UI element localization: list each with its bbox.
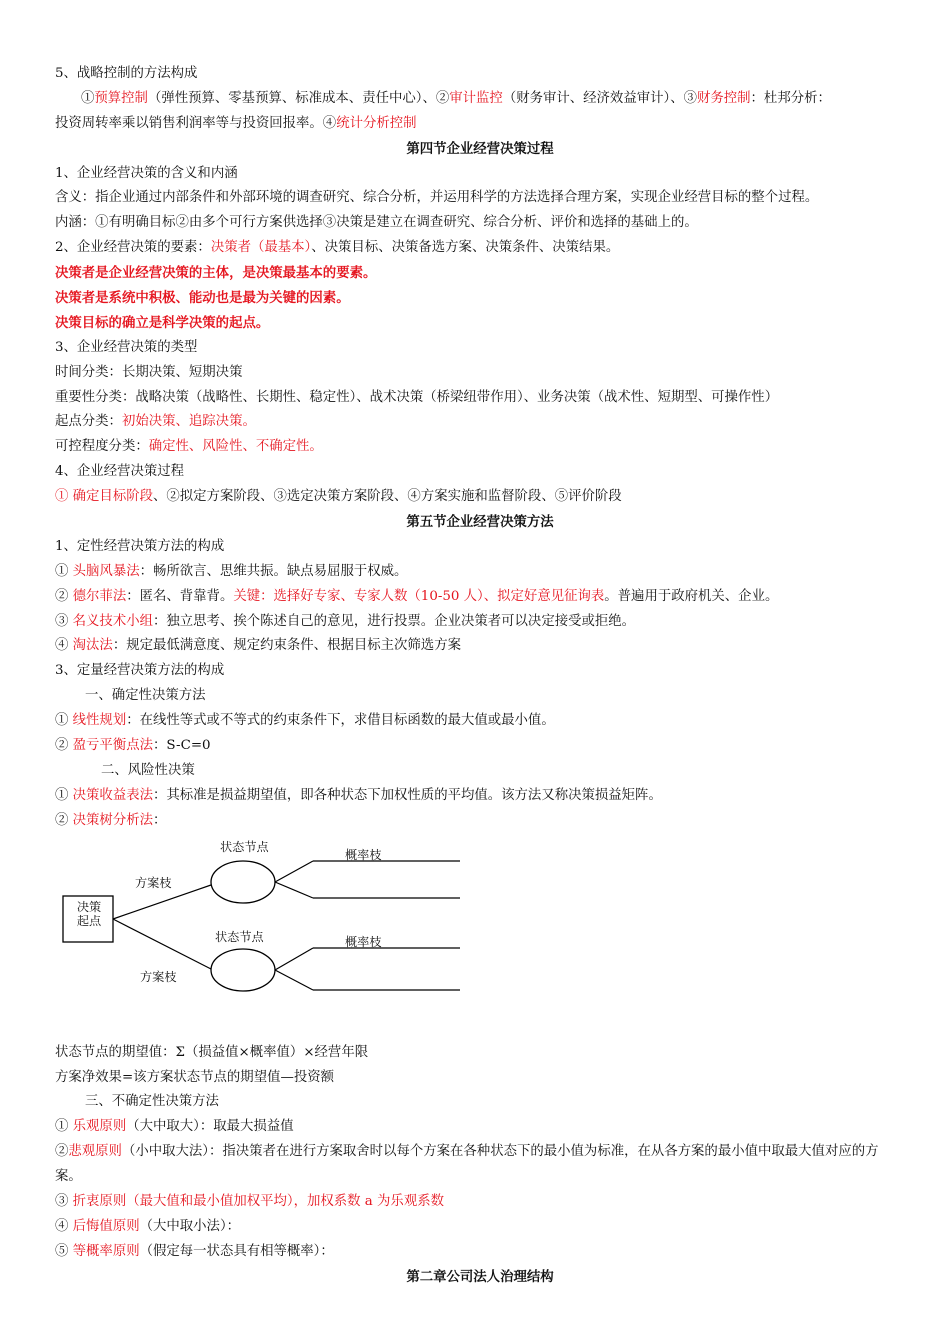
chapter-heading-2: 第二章公司法人治理结构 (406, 1268, 554, 1285)
decision-types-title: 3、企业经营决策的类型 (55, 339, 198, 355)
method-elimination: ④ 淘汰法：规定最低满意度、规定约束条件、根据目标主次筛选方案 (55, 638, 461, 654)
label-plan-branch-top: 方案枝 (135, 875, 172, 890)
method-linear-programming: ① 线性规划：在线性等式或不等式的约束条件下，求借目标函数的最大值或最小值。 (55, 713, 555, 729)
type-by-time: 时间分类：长期决策、短期决策 (55, 364, 243, 380)
state-node-top (211, 861, 275, 903)
method-nominal-group: ③ 名义技术小组：独立思考、挨个陈述自己的意见，进行投票。企业决策者可以决定接受或拒绝。 (55, 613, 636, 629)
decision-tree-diagram (55, 836, 475, 1031)
type-by-start: 起点分类：初始决策、追踪决策。 (55, 414, 256, 430)
plan-branch-bottom-line (113, 919, 211, 969)
document-page (55, 62, 905, 1290)
label-state-node-bottom: 状态节点 (215, 929, 264, 944)
uncertain-decision-title: 三、不确定性决策方法 (85, 1094, 219, 1110)
label-decision-start: 决策起点 (76, 899, 102, 928)
label-state-node-top: 状态节点 (220, 839, 269, 854)
prob-branch-bottom-2 (275, 970, 313, 990)
section-heading-4: 第四节企业经营决策过程 (406, 140, 554, 157)
decision-process-title: 4、企业经营决策过程 (55, 464, 185, 480)
rule-optimistic: ① 乐观原则（大中取大）：取最大损益值 (55, 1119, 294, 1135)
qualitative-methods-title: 1、定性经营决策方法的构成 (55, 538, 225, 554)
highlight-3: 决策目标的确立是科学决策的起点。 (55, 314, 270, 331)
section-5-title: 5、战略控制的方法构成 (55, 66, 198, 81)
decision-process-steps: ① 确定目标阶段、②拟定方案阶段、③选定决策方案阶段、④方案实施和监督阶段、⑤评价阶段 (55, 489, 622, 505)
highlight-2: 决策者是系统中积极、能动也是最为关键的因素。 (55, 290, 350, 307)
method-break-even: ② 盈亏平衡点法：S-C=0 (55, 738, 211, 754)
state-node-bottom (211, 949, 275, 991)
decision-meaning-title: 1、企业经营决策的含义和内涵 (55, 165, 238, 181)
strategy-control-line-2: 投资周转率乘以销售利润率等与投资回报率。④统计分析控制 (55, 115, 417, 131)
type-by-importance: 重要性分类：战略决策（战略性、长期性、稳定性）、战术决策（桥梁纽带作用）、业务决策（战术性、短期型、可操作性） (55, 389, 779, 405)
rule-compromise: ③ 折衷原则（最大值和最小值加权平均），加权系数 a 为乐观系数 (55, 1193, 444, 1209)
label-prob-branch-top: 概率枝 (345, 847, 382, 862)
method-payoff-table: ① 决策收益表法：其标准是损益期望值，即各种状态下加权性质的平均值。该方法又称决策损益矩阵。 (55, 787, 662, 803)
prob-branch-bottom-1 (275, 948, 313, 970)
decision-meaning: 含义：指企业通过内部条件和外部环境的调查研究、综合分析，并运用科学的方法选择合理方案，实现企业经营目标的整个过程。 (55, 190, 819, 206)
method-delphi: ② 德尔菲法：匿名、背靠背。关键：选择好专家、专家人数（10-50 人）、拟定好意见征询表。普遍用于政府机关、企业。 (55, 588, 779, 604)
budget-control-term: 预算控制 (94, 90, 148, 106)
certain-decision-title: 一、确定性决策方法 (85, 688, 206, 704)
statistical-control-term: 统计分析控制 (336, 115, 417, 131)
financial-control-term: 财务控制 (696, 90, 751, 106)
method-decision-tree: ② 决策树分析法： (55, 812, 167, 828)
label-prob-branch-bottom: 概率枝 (345, 934, 382, 949)
highlight-1: 决策者是企业经营决策的主体，是决策最基本的要素。 (55, 265, 377, 282)
rule-pessimistic: ②悲观原则（小中取大法）：指决策者在进行方案取舍时以每个方案在各种状态下的最小值为标准，在从各方案的最小值中取最大值对应的方案。 (55, 1144, 879, 1185)
decision-tree-svg (55, 836, 475, 1031)
method-brainstorm: ① 头脑风暴法：畅所欲言、思维共振。缺点易屈服于权威。 (55, 563, 408, 579)
label-plan-branch-bottom: 方案枝 (140, 969, 177, 984)
formula-net-effect: 方案净效果=该方案状态节点的期望值—投资额 (55, 1069, 335, 1085)
quantitative-methods-title: 3、定量经营决策方法的构成 (55, 663, 225, 679)
type-by-control: 可控程度分类：确定性、风险性、不确定性。 (55, 439, 323, 455)
decision-content: 内涵：①有明确目标②由多个可行方案供选择③决策是建立在调查研究、综合分析、评价和选择的基础上的。 (55, 215, 698, 231)
strategy-control-line-1: ①预算控制（弹性预算、零基预算、标准成本、责任中心）、②审计监控（财务审计、经济效益审计）、③财务控制：杜邦分析： (81, 90, 831, 106)
rule-regret: ④ 后悔值原则（大中取小法）： (55, 1218, 241, 1234)
audit-monitor-term: 审计监控 (449, 90, 503, 106)
formula-expected-value: 状态节点的期望值：Σ（损益值×概率值）×经营年限 (55, 1044, 369, 1060)
prob-branch-top-2 (275, 882, 313, 898)
prob-branch-top-1 (275, 861, 313, 882)
section-heading-5: 第五节企业经营决策方法 (406, 514, 554, 531)
risk-decision-title: 二、风险性决策 (101, 762, 195, 778)
decision-elements: 2、企业经营决策的要素：决策者（最基本）、决策目标、决策备选方案、决策条件、决策结果。 (55, 240, 620, 256)
rule-equal-probability: ⑤ 等概率原则（假定每一状态具有相等概率）： (55, 1243, 334, 1259)
